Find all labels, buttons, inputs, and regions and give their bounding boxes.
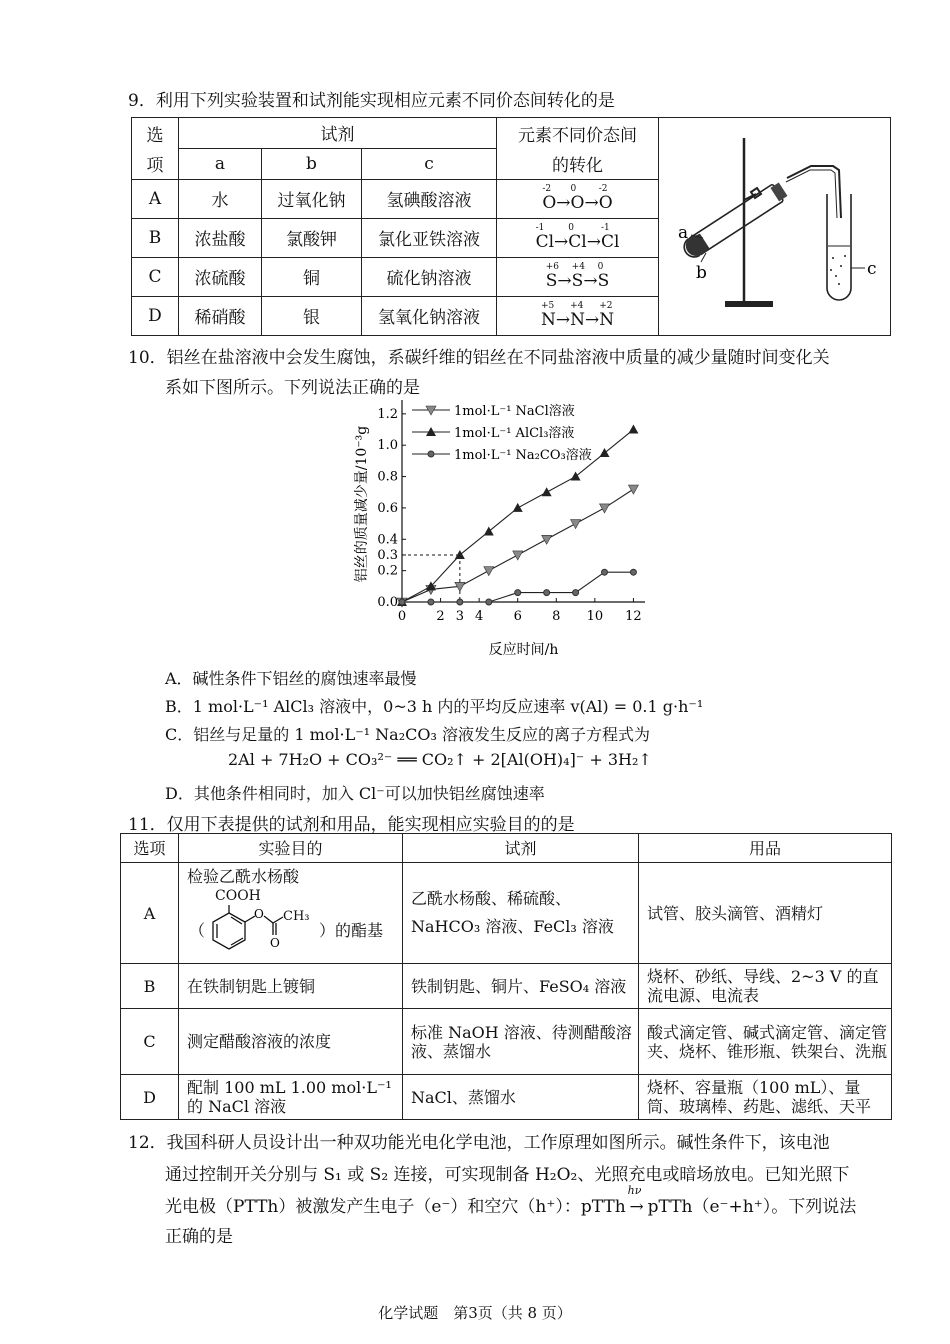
data-point <box>573 590 579 596</box>
q11-row-tools: 烧杯、容量瓶（100 mL）、量筒、玻璃棒、药匙、滤纸、天平 <box>639 1075 892 1120</box>
x-tick-label: 3 <box>455 609 464 624</box>
q11-row-tools: 酸式滴定管、碱式滴定管、滴定管夹、烧杯、锥形瓶、铁架台、洗瓶 <box>639 1009 892 1075</box>
q11-row-option: A <box>121 863 179 964</box>
ch3-label: CH₃ <box>283 909 310 924</box>
paren-open: （ <box>189 921 206 940</box>
q12-line1: 12．我国科研人员设计出一种双功能光电化学电池，工作原理如图所示。碱性条件下，该电池 <box>128 1133 830 1153</box>
q9-row-conversion: +5 N→ +4 N→ +2 N <box>497 296 659 335</box>
q9-row-option: A <box>132 179 179 218</box>
data-point <box>542 487 552 496</box>
q11-header-purpose: 实验目的 <box>179 834 403 863</box>
data-point <box>513 551 523 560</box>
q9-header-option-bottom: 项 <box>132 148 179 179</box>
q10-chart <box>340 392 660 664</box>
data-point <box>600 504 610 513</box>
y-tick-label: 1.0 <box>377 438 398 454</box>
data-point <box>428 451 434 457</box>
q9-header-b: b <box>262 148 362 179</box>
data-point <box>630 569 636 575</box>
data-point <box>628 425 638 434</box>
data-point <box>513 503 523 512</box>
y-tick-label: 0.0 <box>377 595 398 610</box>
q9-row-c: 氢氧化钠溶液 <box>362 296 497 335</box>
q10-option-b: B．1 mol·L⁻¹ AlCl₃ 溶液中，0~3 h 内的平均反应速率 v(Al) = 0.1 g·h⁻¹ <box>165 697 704 716</box>
q10-option-a: A．碱性条件下铝丝的腐蚀速率最慢 <box>165 669 417 688</box>
q11-row <box>121 863 892 964</box>
q9-row-b: 氯酸钾 <box>262 218 362 257</box>
data-point <box>486 599 492 605</box>
y-tick-label: 0.6 <box>377 500 398 516</box>
q9-stem: 9．利用下列实验装置和试剂能实现相应元素不同价态间转化的是 <box>128 91 615 111</box>
q11-row-purpose: 在铁制钥匙上镀铜 <box>179 964 403 1009</box>
data-point <box>484 526 494 535</box>
data-point <box>484 567 494 576</box>
label-b: b <box>695 263 707 283</box>
y-axis-label: 铝丝的质量减少量/10⁻³g <box>354 425 370 583</box>
q11-row <box>121 964 892 1009</box>
q11-row-option: D <box>121 1075 179 1120</box>
q9-row-b: 铜 <box>262 257 362 296</box>
q10-option-c: C．铝丝与足量的 1 mol·L⁻¹ Na₂CO₃ 溶液发生反应的离子方程式为 <box>165 725 650 744</box>
q9-row-conversion: -1 Cl→ 0 Cl→ -1 Cl <box>497 218 659 257</box>
q11-row-reagent: NaCl、蒸馏水 <box>403 1075 639 1120</box>
q11-header-tools: 用品 <box>639 834 892 863</box>
q9-row-c: 氯化亚铁溶液 <box>362 218 497 257</box>
q9-row-conversion: +6 S→ +4 S→ 0 S <box>497 257 659 296</box>
x-tick-label: 12 <box>625 609 642 624</box>
x-tick-label: 8 <box>552 609 561 624</box>
y-tick-label: 0.8 <box>377 469 398 485</box>
q9-row-c: 硫化钠溶液 <box>362 257 497 296</box>
q11-row-option: C <box>121 1009 179 1075</box>
q9-apparatus <box>659 118 891 336</box>
q9-row-a: 稀硝酸 <box>179 296 262 335</box>
q11-row-option: B <box>121 964 179 1009</box>
q11-row-reagent: 标准 NaOH 溶液、待测醋酸溶液、蒸馏水 <box>403 1009 639 1075</box>
cooh-label: COOH <box>215 888 261 904</box>
q9-row-b: 银 <box>262 296 362 335</box>
q9-row-option: C <box>132 257 179 296</box>
q12-line3-text-b: pTTh（e⁻+h⁺）。下列说法 <box>647 1197 857 1217</box>
x-tick-label: 0 <box>397 609 407 624</box>
q11-header-reagent: 试剂 <box>403 834 639 863</box>
label-c: c <box>866 259 877 279</box>
data-point <box>600 448 610 457</box>
x-tick-label: 6 <box>513 609 522 624</box>
q10-stem-line1: 10．铝丝在盐溶液中会发生腐蚀，系碳纤维的铝丝在不同盐溶液中质量的减少量随时间变化关 <box>128 348 830 368</box>
q11-row <box>121 1009 892 1075</box>
q11-header-option: 选项 <box>121 834 179 863</box>
y-tick-label: 0.2 <box>377 563 398 579</box>
data-point <box>628 485 638 494</box>
q9-row-a: 浓盐酸 <box>179 218 262 257</box>
q11-row-reagent: 铁制钥匙、铜片、FeSO₄ 溶液 <box>403 964 639 1009</box>
q12-line4: 正确的是 <box>165 1227 233 1247</box>
q11-row-purpose <box>179 863 403 964</box>
q10-option-c-equation: 2Al + 7H₂O + CO₃²⁻ ══ CO₂↑ + 2[Al(OH)₄]⁻ + 3H₂↑ <box>228 750 652 769</box>
q9-row-b: 过氧化钠 <box>262 179 362 218</box>
q12-line3: 光电极（PTTh）被激发产生电子（e⁻）和空穴（h⁺）：pTTh hν → pTTh（e⁻+h⁺）。下列说法 <box>165 1184 857 1217</box>
legend-label: 1mol·L⁻¹ AlCl₃溶液 <box>454 426 575 441</box>
q11-row-tools: 试管、胶头滴管、酒精灯 <box>639 863 892 964</box>
data-point <box>428 599 434 605</box>
y-tick-label: 1.2 <box>377 406 398 422</box>
q10-stem-line2: 系如下图所示。下列说法正确的是 <box>165 378 420 398</box>
q11-row-purpose: 配制 100 mL 1.00 mol·L⁻¹ 的 NaCl 溶液 <box>179 1075 403 1120</box>
svg-text:O: O <box>254 907 264 921</box>
legend-label: 1mol·L⁻¹ Na₂CO₃溶液 <box>454 448 592 463</box>
page-footer: 化学试题 第3页（共 8 页） <box>378 1304 572 1322</box>
apparatus-diagram <box>661 118 889 330</box>
q9-row-conversion: -2 O→ 0 O→ -2 O <box>497 179 659 218</box>
q11-row-purpose: 测定醋酸溶液的浓度 <box>179 1009 403 1075</box>
purpose-text: 检验乙酰水杨酸 <box>187 867 300 886</box>
data-point <box>515 590 521 596</box>
x-tick-label: 4 <box>475 609 484 624</box>
q9-header-reagent: 试剂 <box>179 118 497 149</box>
data-point <box>571 472 581 481</box>
q11-table <box>120 833 892 1120</box>
q9-table <box>131 117 891 336</box>
x-tick-label: 10 <box>586 609 604 624</box>
q12-line3-text-a: 光电极（PTTh）被激发产生电子（e⁻）和空穴（h⁺）：pTTh <box>165 1197 626 1217</box>
data-point <box>602 569 608 575</box>
legend-label: 1mol·L⁻¹ NaCl溶液 <box>454 404 575 419</box>
q9-row-option: D <box>132 296 179 335</box>
q9-header-c: c <box>362 148 497 179</box>
data-point <box>457 599 463 605</box>
q11-row-tools: 烧杯、砂纸、导线、2~3 V 的直流电源、电流表 <box>639 964 892 1009</box>
x-tick-label: 2 <box>436 609 445 624</box>
y-tick-label: 0.3 <box>377 547 398 563</box>
q9-row-a: 水 <box>179 179 262 218</box>
q9-row-a: 浓硫酸 <box>179 257 262 296</box>
series-line <box>402 572 633 602</box>
q9-header-conv-top: 元素不同价态间 <box>497 118 659 149</box>
q9-header-conv-bottom: 的转化 <box>497 148 659 179</box>
svg-text:O: O <box>270 936 280 950</box>
series-2 <box>399 447 636 605</box>
q12-line2: 通过控制开关分别与 S₁ 或 S₂ 连接，可实现制备 H₂O₂、光照充电或暗场放电。已知光照下 <box>165 1165 850 1185</box>
label-a: a <box>677 223 688 243</box>
q10-option-d: D．其他条件相同时，加入 Cl⁻可以加快铝丝腐蚀速率 <box>165 784 545 803</box>
q11-row-reagent: 乙酰水杨酸、稀硫酸、NaHCO₃ 溶液、FeCl₃ 溶液 <box>403 863 639 964</box>
hv-label: hν <box>627 1184 642 1197</box>
data-point <box>542 535 552 544</box>
y-tick-label: 0.4 <box>377 532 398 548</box>
q11-stem: 11．仅用下表提供的试剂和用品，能实现相应实验目的的是 <box>128 815 575 835</box>
q9-header-a: a <box>179 148 262 179</box>
q9-row-option: B <box>132 218 179 257</box>
q9-row-c: 氢碘酸溶液 <box>362 179 497 218</box>
q9-header-option-top: 选 <box>132 118 179 149</box>
data-point <box>571 520 581 529</box>
data-point <box>544 590 550 596</box>
data-point <box>399 599 405 605</box>
purpose-ester: ）的酯基 <box>319 921 384 940</box>
x-axis-label: 反应时间/h <box>488 642 559 658</box>
q11-row <box>121 1075 892 1120</box>
